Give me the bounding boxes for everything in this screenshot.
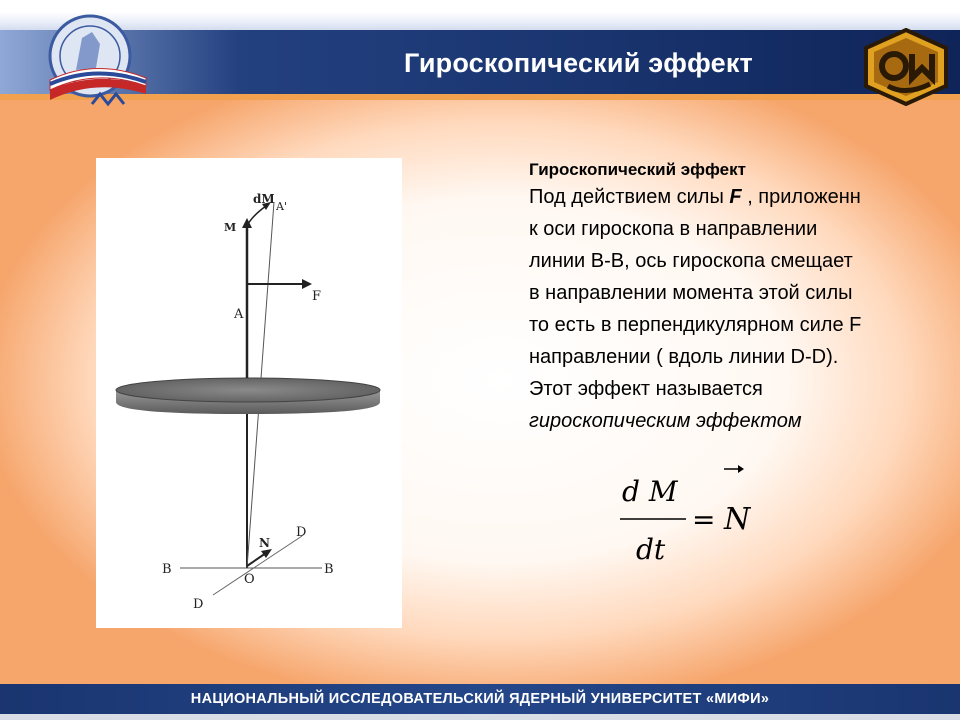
university-seal-logo	[36, 8, 156, 116]
label-f: F	[312, 289, 322, 304]
label-b-right: B	[324, 562, 334, 577]
description-line	[529, 181, 960, 213]
description-line: направлении ( вдоль линии D-D).	[529, 346, 839, 368]
vector-arrowhead	[738, 465, 744, 473]
description-line: Этот эффект называется	[529, 378, 763, 400]
formula-equals: =	[692, 503, 716, 536]
torque-arrow	[247, 553, 266, 566]
formula-denominator: dt	[636, 533, 666, 566]
force-symbol: F	[729, 186, 742, 208]
gyroscope-diagram	[96, 158, 402, 628]
description-text	[529, 158, 960, 438]
description-line: в направлении момента этой силы	[529, 282, 853, 304]
label-a-prime: A'	[276, 200, 287, 213]
label-dm: dM	[253, 192, 275, 206]
line-d-d	[213, 536, 302, 595]
brand-logo	[860, 28, 952, 106]
formula-numerator: d M	[622, 475, 678, 508]
force-arrowhead	[302, 279, 312, 289]
footer-text: НАЦИОНАЛЬНЫЙ ИССЛЕДОВАТЕЛЬСКИЙ ЯДЕРНЫЙ УНИВЕРСИТЕТ «МИФИ»	[190, 691, 770, 707]
description-line: к оси гироскопа в направлении	[529, 218, 818, 240]
formula	[612, 455, 792, 575]
description-term: гироскопическим эффектом	[529, 410, 802, 432]
label-d-bottom: D	[193, 597, 204, 612]
description-line: линии В-В, ось гироскопа смещает	[529, 250, 853, 272]
slide-title: Гироскопический эффект	[404, 48, 753, 78]
label-a: A	[234, 307, 244, 322]
label-n: N	[259, 536, 270, 550]
footer-bottom-strip	[0, 714, 960, 720]
label-o: O	[244, 572, 255, 587]
description-line: то есть в перпендикулярном силе F	[529, 314, 862, 336]
gyro-disc-top	[116, 378, 380, 402]
formula-rhs: N	[724, 502, 751, 537]
text-fragment: Под действием силы	[529, 186, 730, 208]
text-fragment: , приложенн	[741, 186, 861, 208]
dm-arrow	[247, 206, 266, 226]
description-heading: Гироскопический эффект	[529, 160, 746, 179]
label-d-top: D	[296, 525, 307, 540]
label-m: M	[224, 221, 237, 234]
label-b-left: B	[162, 562, 172, 577]
